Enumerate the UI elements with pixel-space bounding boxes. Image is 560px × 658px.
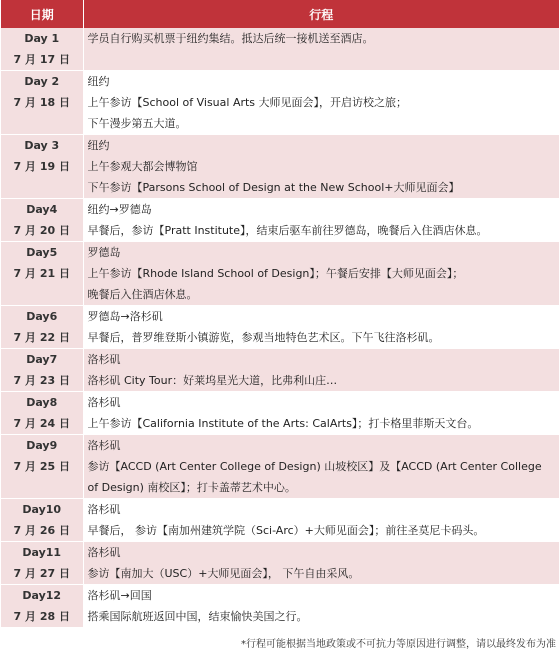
day-label: Day10	[22, 503, 62, 516]
table-row	[1, 199, 559, 242]
day-label: Day9	[26, 439, 58, 452]
date-label: 7 月 17 日	[13, 53, 70, 66]
footnote: *行程可能根据当地政策或不可抗力等原因进行调整，请以最终发布为准	[241, 639, 556, 650]
table-row	[1, 28, 559, 71]
table-row	[1, 585, 559, 628]
plan-line-title: 罗德岛→洛杉矶	[87, 310, 163, 323]
date-cell	[1, 28, 83, 71]
date-cell	[1, 585, 83, 628]
date-column-header: 日期	[1, 0, 83, 28]
date-label: 7 月 20 日	[13, 224, 70, 237]
table-row	[1, 392, 559, 435]
date-label: 7 月 18 日	[13, 96, 70, 109]
date-label: 7 月 21 日	[13, 267, 70, 280]
date-label: 7 月 22 日	[13, 331, 70, 344]
plan-line: 早餐后，普罗维登斯小镇游览，参观当地特色艺术区。下午飞往洛杉矶。	[87, 331, 440, 344]
plan-cell	[83, 135, 559, 199]
day-label: Day4	[26, 203, 58, 216]
itinerary-rows	[1, 28, 559, 628]
plan-column-header: 行程	[83, 0, 559, 28]
date-cell	[1, 242, 83, 306]
date-label: 7 月 27 日	[13, 567, 70, 580]
date-label: 7 月 28 日	[13, 610, 70, 623]
plan-cell	[83, 199, 559, 242]
plan-cell	[83, 71, 559, 135]
date-cell	[1, 135, 83, 199]
table-row	[1, 499, 559, 542]
plan-cell	[83, 306, 559, 349]
day-label: Day 1	[24, 32, 60, 45]
plan-line-title: 纽约	[87, 139, 110, 152]
plan-line-title: 洛杉矶	[87, 439, 121, 452]
table-row	[1, 306, 559, 349]
plan-line: 上午参访【School of Visual Arts 大师见面会】，开启访校之旅；	[87, 96, 408, 109]
date-cell	[1, 499, 83, 542]
plan-line: 参访【ACCD (Art Center College of Design) 山坡校区】及【ACCD (Art Center College	[87, 460, 542, 473]
date-label: 7 月 19 日	[13, 160, 70, 173]
day-label: Day6	[26, 310, 58, 323]
date-cell	[1, 71, 83, 135]
day-label: Day12	[22, 589, 62, 602]
date-label: 7 月 23 日	[13, 374, 70, 387]
plan-cell	[83, 349, 559, 392]
plan-line: 下午参访【Parsons School of Design at the New School+大师见面会】	[87, 181, 460, 194]
table-row	[1, 71, 559, 135]
date-cell	[1, 542, 83, 585]
plan-cell	[83, 28, 559, 71]
plan-cell	[83, 242, 559, 306]
plan-line: 洛杉矶 City Tour：好莱坞星光大道，比弗利山庄…	[87, 374, 338, 387]
plan-line-title: 学员自行购买机票于纽约集结。抵达后统一接机送至酒店。	[87, 32, 374, 45]
plan-line: 上午参访【California Institute of the Arts: CalArts】；打卡格里菲斯天文台。	[87, 417, 479, 430]
plan-cell	[83, 585, 559, 628]
day-label: Day 2	[24, 75, 60, 88]
plan-cell	[83, 499, 559, 542]
day-label: Day8	[26, 396, 58, 409]
plan-line: 参访【南加大（USC）+大师见面会】， 下午自由采风。	[87, 567, 360, 580]
date-label: 7 月 26 日	[13, 524, 70, 537]
day-label: Day11	[22, 546, 62, 559]
plan-line-title: 洛杉矶	[87, 353, 121, 366]
table-row	[1, 349, 559, 392]
plan-line: 上午参观大都会博物馆	[87, 160, 198, 173]
plan-line: of Design) 南校区】；打卡盖蒂艺术中心。	[87, 481, 296, 494]
plan-line: 早餐后， 参访【南加州建筑学院（Sci-Arc）+大师见面会】；前往圣莫尼卡码头。	[87, 524, 485, 537]
day-label: Day 3	[24, 139, 60, 152]
plan-line-title: 纽约→罗德岛	[87, 203, 152, 216]
plan-line: 下午漫步第五大道。	[87, 117, 187, 130]
date-cell	[1, 349, 83, 392]
table-row	[1, 135, 559, 199]
table-row	[1, 435, 559, 499]
plan-cell	[83, 392, 559, 435]
plan-line-title: 洛杉矶→回国	[87, 589, 152, 602]
date-cell	[1, 392, 83, 435]
day-label: Day5	[26, 246, 58, 259]
plan-cell	[83, 435, 559, 499]
date-label: 7 月 25 日	[13, 460, 70, 473]
date-cell	[1, 199, 83, 242]
plan-line-title: 洛杉矶	[87, 503, 121, 516]
plan-line-title: 洛杉矶	[87, 546, 121, 559]
plan-line: 上午参访【Rhode Island School of Design】；午餐后安排【大师见面会】；	[87, 267, 464, 280]
itinerary-table	[1, 0, 559, 628]
date-cell	[1, 435, 83, 499]
date-cell	[1, 306, 83, 349]
day-label: Day7	[26, 353, 58, 366]
table-header-row	[1, 0, 559, 28]
plan-line-title: 罗德岛	[87, 246, 121, 259]
plan-line: 晚餐后入住酒店休息。	[87, 288, 198, 301]
date-label: 7 月 24 日	[13, 417, 70, 430]
plan-cell	[83, 542, 559, 585]
plan-line-title: 纽约	[87, 75, 110, 88]
table-row	[1, 242, 559, 306]
plan-line: 搭乘国际航班返回中国，结束愉快美国之行。	[87, 610, 308, 623]
table-row	[1, 542, 559, 585]
plan-line: 早餐后，参访【Pratt Institute】，结束后驱车前往罗德岛，晚餐后入住酒店休息。	[87, 224, 488, 237]
plan-line-title: 洛杉矶	[87, 396, 121, 409]
